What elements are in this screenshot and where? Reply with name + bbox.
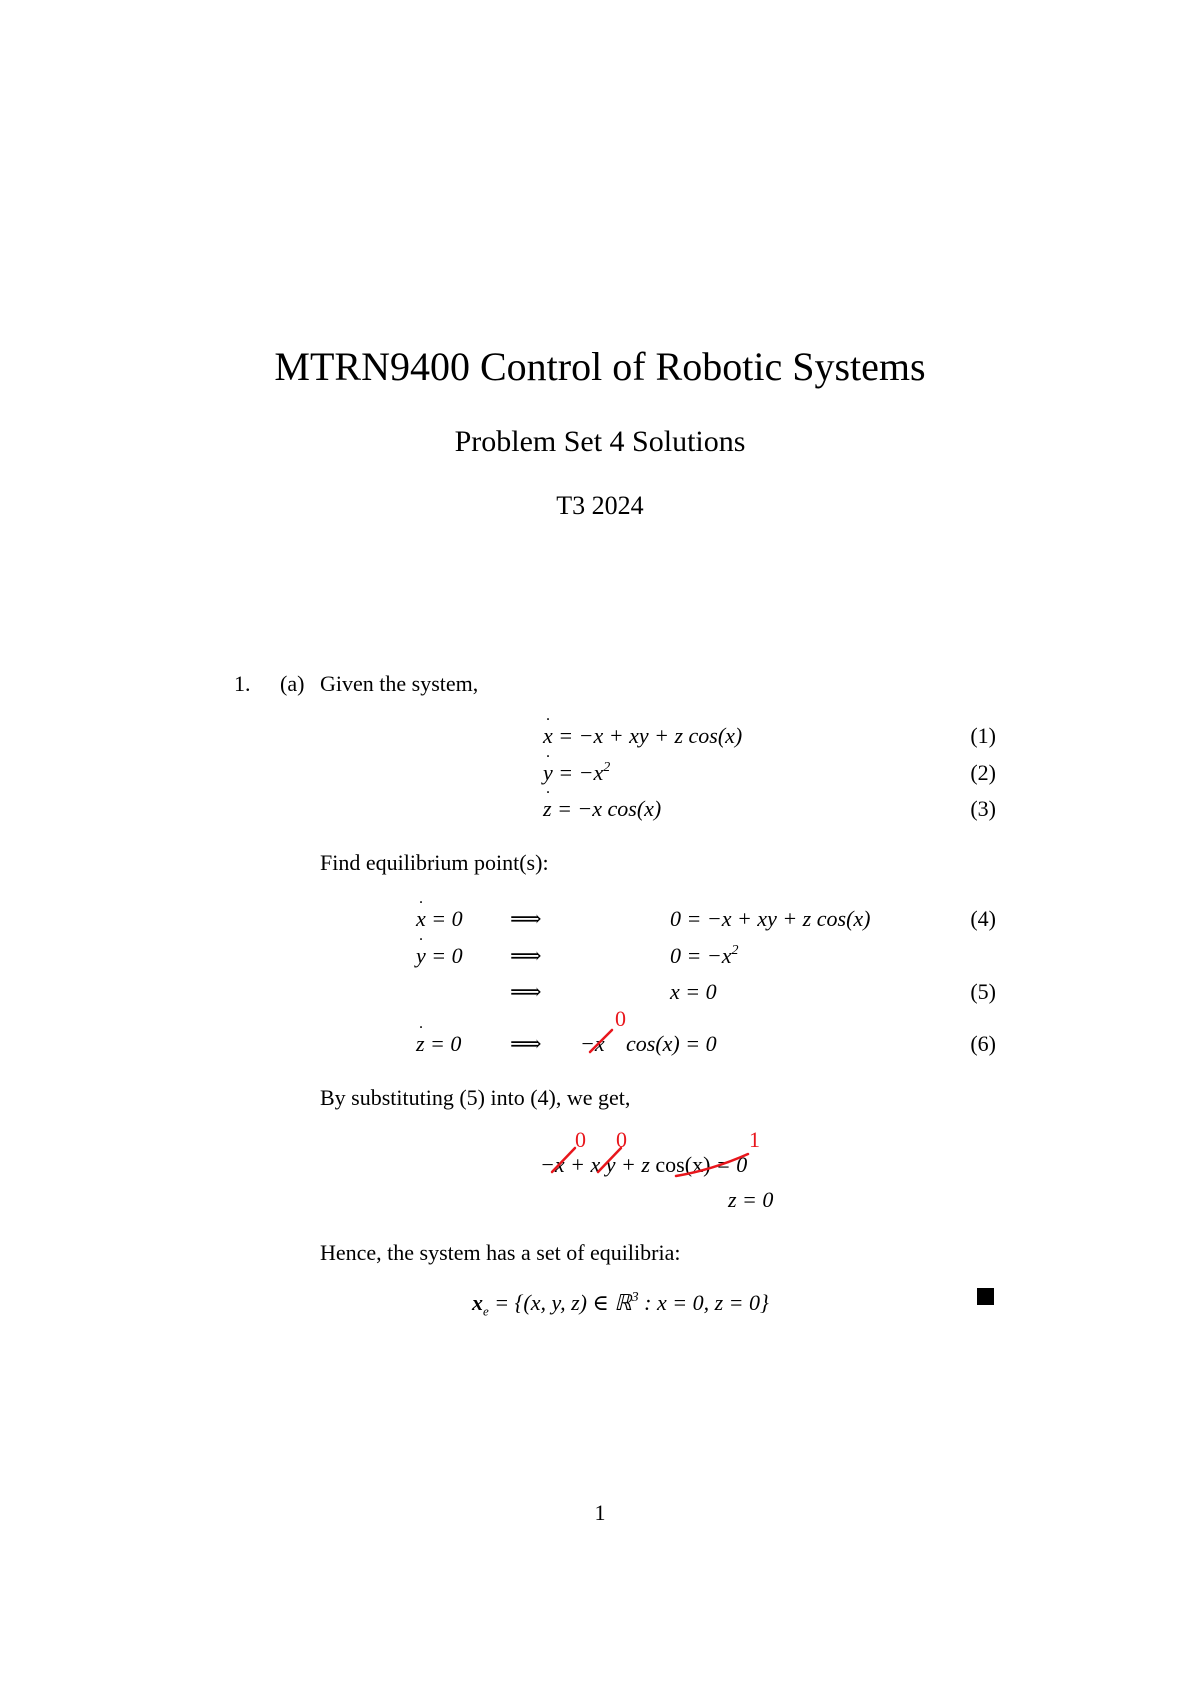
equil-row-2-lhs: [416, 943, 463, 969]
substitution-line-1: [540, 1152, 747, 1178]
sub-term-eq-zero: = 0: [710, 1152, 748, 1177]
equil-row-2-rhs: [670, 943, 738, 969]
sub-term-cos: cos(x): [655, 1152, 711, 1177]
equil-row-1-label: (4): [970, 906, 996, 931]
system-eq-2-sup: 2: [603, 760, 611, 775]
equil-row-3-arrow: ⟹: [510, 979, 542, 1004]
annotation-eq6-zero: 0: [615, 1006, 626, 1031]
equilibria-set: [472, 1290, 769, 1324]
system-eq-2-label: (2): [970, 760, 996, 785]
qed-square: [977, 1288, 994, 1305]
equil-row-1-arrow: ⟹: [510, 906, 542, 931]
system-eq-2-lhs: ˙ y: [543, 760, 553, 786]
equilibria-rhs-2: : x = 0, z = 0}: [638, 1290, 769, 1315]
equil-row-2-sup: 2: [731, 943, 739, 958]
equilibria-subscript: e: [483, 1303, 489, 1319]
equil-row-4-rhs-pre: −x: [580, 1031, 605, 1056]
equil-row-1-rhs: 0 = −x + xy + z cos(x): [670, 906, 871, 931]
equil-row-2-lhs-text: ˙ y = 0: [416, 943, 463, 969]
question-number: 1.: [234, 671, 251, 696]
equil-row-2-rhs-text: 0 = −x: [670, 943, 732, 968]
document-title: MTRN9400 Control of Robotic Systems: [274, 344, 926, 389]
find-equilibrium-text: Find equilibrium point(s):: [320, 850, 549, 875]
system-eq-1-rhs: = −x + xy + z cos(x): [558, 723, 743, 748]
system-eq-2-rhs: = −x: [558, 760, 604, 785]
substitution-line-2: z = 0: [728, 1187, 774, 1212]
equil-row-3-rhs: x = 0: [670, 979, 717, 1004]
equilibria-symbol: x: [472, 1290, 483, 1315]
question-intro: Given the system,: [320, 671, 479, 696]
system-eq-2: [543, 760, 610, 786]
sub-term-plus-x: + x: [564, 1152, 601, 1177]
substitute-text: By substituting (5) into (4), we get,: [320, 1085, 631, 1110]
equil-row-4-arrow: ⟹: [510, 1031, 542, 1056]
system-eq-3-lhs: ˙ z: [543, 796, 552, 822]
equil-row-4-lhs-text: ˙ z = 0: [416, 1031, 461, 1057]
annotation-sub-zero-2: 0: [616, 1127, 627, 1152]
equil-row-1-lhs: [416, 906, 463, 932]
document-subtitle: Problem Set 4 Solutions: [454, 425, 746, 458]
sub-term-neg-x: −x: [540, 1152, 565, 1177]
sub-term-y-z: y + z: [600, 1152, 656, 1177]
annotation-sub-one: 1: [749, 1127, 760, 1152]
document-term: T3 2024: [556, 491, 644, 520]
annotation-sub-zero-1: 0: [575, 1127, 586, 1152]
equil-row-1-lhs-text: ˙ x = 0: [416, 906, 463, 932]
system-eq-1-lhs: ˙ x: [543, 723, 553, 749]
system-eq-3-rhs: = −x cos(x): [557, 796, 662, 821]
system-eq-3: [543, 796, 661, 822]
system-eq-1: [543, 723, 742, 749]
question-part: (a): [280, 671, 305, 696]
equil-row-3-label: (5): [970, 979, 996, 1004]
hence-text: Hence, the system has a set of equilibria:: [320, 1240, 681, 1265]
equil-row-2-arrow: ⟹: [510, 943, 542, 968]
equil-row-4-label: (6): [970, 1031, 996, 1056]
equilibria-rhs: = {(x, y, z) ∈ ℝ: [488, 1290, 632, 1315]
equil-row-4-rhs-post: cos(x) = 0: [626, 1031, 717, 1056]
equilibria-sup: 3: [631, 1290, 639, 1305]
equil-row-4-lhs: [416, 1031, 461, 1057]
system-eq-1-label: (1): [970, 723, 996, 748]
system-eq-3-label: (3): [970, 796, 996, 821]
page-number: 1: [594, 1500, 606, 1525]
